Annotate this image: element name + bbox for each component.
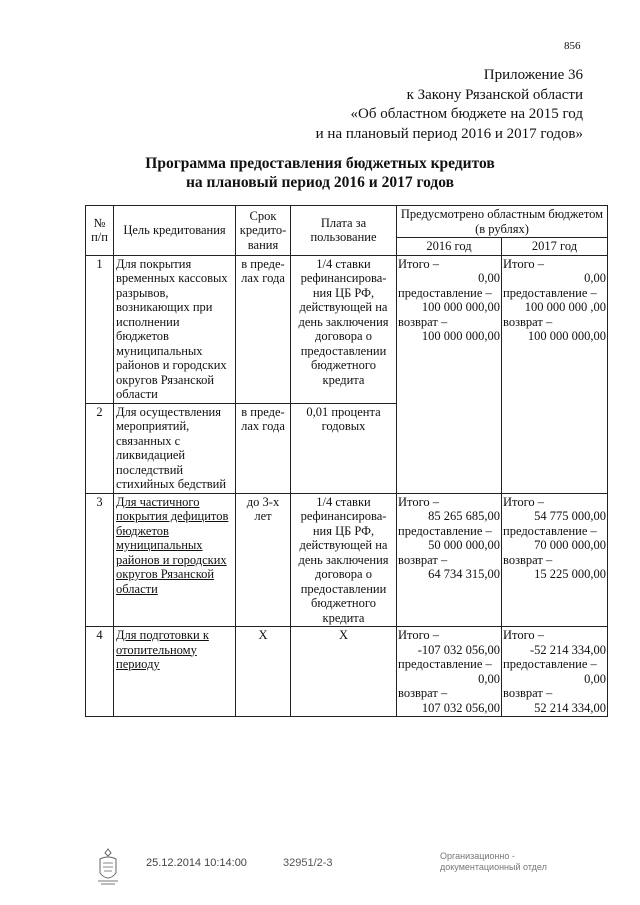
amount-2016 xyxy=(397,255,502,493)
page-number: 856 xyxy=(564,40,581,52)
return-value: 100 000 000,00 xyxy=(527,329,607,343)
return-label: возврат – xyxy=(398,314,448,329)
return-label: возврат – xyxy=(503,686,553,700)
document-title xyxy=(100,154,540,192)
total-label: Итого – xyxy=(503,256,545,271)
row-fee: 0,01 процента годовых xyxy=(291,403,397,493)
provision-label: предоставление – xyxy=(503,285,597,300)
row-purpose: Для покрытия временных кассовых разрывов, возникающих при исполнении бюджетов муниципальных районов и городских округов Рязанской области xyxy=(114,255,236,403)
return-label: возврат – xyxy=(503,552,553,567)
provision-value: 100 000 000 ,00 xyxy=(524,300,607,314)
total-value: -52 214 334,00 xyxy=(529,642,607,657)
amount-2017 xyxy=(502,627,608,717)
provision-label: предоставление – xyxy=(503,657,597,671)
coat-of-arms-icon xyxy=(95,847,121,887)
header-budget: Предусмотрено областным бюджетом (в рублях) xyxy=(397,206,608,238)
total-value: 0,00 xyxy=(478,271,500,285)
return-value: 52 214 334,00 xyxy=(534,700,607,715)
row-term: Х xyxy=(236,627,291,717)
footer-department xyxy=(440,851,547,873)
table-row xyxy=(86,255,608,403)
provision-value: 0,00 xyxy=(584,671,607,686)
provision-label: предоставление – xyxy=(398,285,492,300)
appendix-line: к Закону Рязанской области xyxy=(406,86,583,103)
return-label: возврат – xyxy=(398,552,448,567)
amount-2017 xyxy=(502,255,608,493)
table-row xyxy=(86,627,608,717)
total-label: Итого – xyxy=(398,628,440,642)
footer-department-line: документационный отдел xyxy=(440,862,547,872)
row-purpose: Для частичного покрытия дефицитов бюджетов муниципальных районов и городских округов Рязанской области xyxy=(114,493,236,627)
provision-value: 50 000 000,00 xyxy=(428,538,500,552)
row-term: в преде-лах года xyxy=(236,255,291,403)
row-purpose: Для подготовки к отопительному периоду xyxy=(114,627,236,717)
return-value: 15 225 000,00 xyxy=(534,567,607,581)
total-label: Итого – xyxy=(503,628,545,642)
return-label: возврат – xyxy=(503,314,553,329)
credit-program-table xyxy=(85,205,608,717)
header-num: № п/п xyxy=(86,206,114,256)
provision-value: 0,00 xyxy=(478,671,500,686)
row-term: до 3-х лет xyxy=(236,493,291,627)
provision-label: предоставление – xyxy=(398,523,492,538)
provision-label: предоставление – xyxy=(503,523,597,538)
amount-2017 xyxy=(502,493,608,627)
footer-department-line: Организационно - xyxy=(440,851,515,861)
header-2017: 2017 год xyxy=(502,238,608,256)
provision-value: 70 000 000,00 xyxy=(534,538,607,552)
title-line: Программа предоставления бюджетных кредитов xyxy=(145,155,495,172)
footer-datetime: 25.12.2014 10:14:00 xyxy=(146,857,247,869)
appendix-header xyxy=(316,66,583,144)
return-value: 64 734 315,00 xyxy=(428,567,500,581)
row-num: 1 xyxy=(86,255,114,403)
total-label: Итого – xyxy=(398,256,440,271)
header-fee: Плата за пользование xyxy=(291,206,397,256)
total-value: -107 032 056,00 xyxy=(417,642,500,657)
appendix-line: «Об областном бюджете на 2015 год xyxy=(350,106,583,122)
return-value: 100 000 000,00 xyxy=(421,329,500,343)
total-value: 0,00 xyxy=(584,271,607,285)
title-line: на плановый период 2016 и 2017 годов xyxy=(186,174,454,191)
header-2016: 2016 год xyxy=(397,238,502,256)
row-purpose: Для осуществления мероприятий, связанных с ликвидацией последствий стихийных бедствий xyxy=(114,403,236,493)
footer-code: 32951/2-3 xyxy=(283,857,333,869)
row-fee: 1/4 ставки рефинансирова-ния ЦБ РФ, действующей на день заключения договора о предоставлении бюджетного кредита xyxy=(291,255,397,403)
total-label: Итого – xyxy=(503,494,545,509)
row-term: в преде-лах года xyxy=(236,403,291,493)
row-num: 4 xyxy=(86,627,114,717)
table-row xyxy=(86,493,608,627)
total-value: 85 265 685,00 xyxy=(428,509,500,523)
appendix-line: Приложение 36 xyxy=(483,67,583,83)
amount-2016 xyxy=(397,493,502,627)
header-term: Срок кредито-вания xyxy=(236,206,291,256)
row-fee: 1/4 ставки рефинансирова-ния ЦБ РФ, действующей на день заключения договора о предоставлении бюджетного кредита xyxy=(291,493,397,627)
provision-label: предоставление – xyxy=(398,657,492,671)
header-purpose: Цель кредитования xyxy=(114,206,236,256)
provision-value: 100 000 000,00 xyxy=(421,300,500,314)
return-label: возврат – xyxy=(398,686,448,700)
total-label: Итого – xyxy=(398,494,440,509)
amount-2016 xyxy=(397,627,502,717)
header-row xyxy=(86,206,608,238)
row-fee: Х xyxy=(291,627,397,717)
return-value: 107 032 056,00 xyxy=(421,700,500,715)
row-num: 2 xyxy=(86,403,114,493)
appendix-line: и на плановый период 2016 и 2017 годов» xyxy=(315,125,583,142)
row-num: 3 xyxy=(86,493,114,627)
total-value: 54 775 000,00 xyxy=(534,509,607,523)
